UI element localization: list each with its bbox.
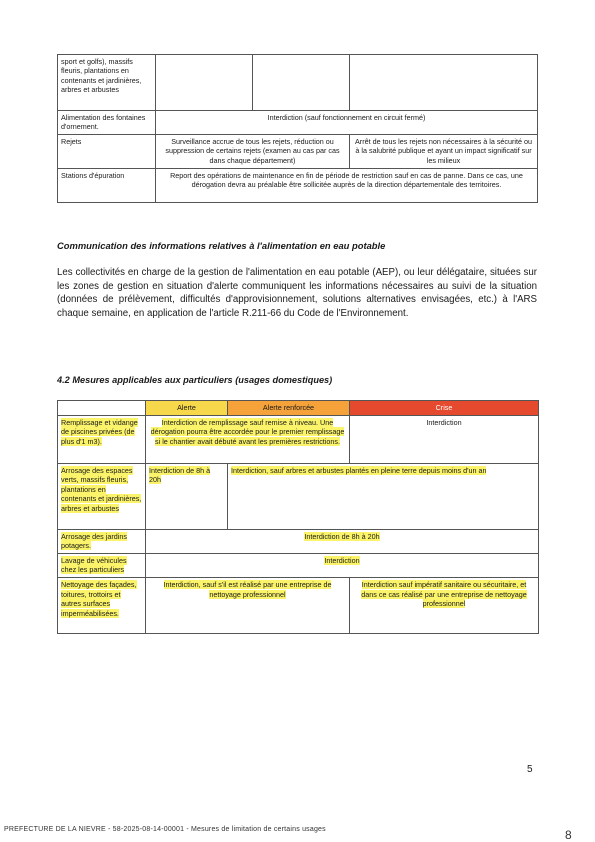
header-crise: Crise: [350, 401, 539, 416]
table-cell: Interdiction: [146, 553, 539, 577]
corner-number: 8: [565, 828, 572, 842]
header-alerte: Alerte: [146, 401, 228, 416]
table-cell: [156, 55, 253, 111]
table-cell: [350, 55, 538, 111]
table-row: [58, 415, 539, 463]
domestic-measures-table: [57, 400, 539, 634]
row-label: Remplissage et vidange de piscines privées (de plus d'1 m3).: [58, 415, 146, 463]
table-row: [58, 553, 539, 577]
row-label: Arrosage des espaces verts, massifs fleuris, plantations en contenants et jardinières, arbres et arbustes: [58, 463, 146, 529]
table-cell: Interdiction de remplissage sauf remise à niveau. Une dérogation pourra être accordée pour le premier remplissage si le chantier avait débuté avant les premières restrictions.: [146, 415, 350, 463]
paragraph: Les collectivités en charge de la gestion de l'alimentation en eau potable (AEP), ou leur délégataire, situées sur les zones de gestion en situation d'alerte communiquent les informations nécessaires au suivi de la situation (données de prélèvement, difficultés d'approvisionnement, solutions alternatives envisagées, etc.) à l'ARS chaque semaine, en application de l'article R.211-66 du Code de l'Environnement.: [57, 267, 537, 319]
section-heading: Communication des informations relatives à l'alimentation en eau potable: [57, 240, 386, 251]
table-cell: Surveillance accrue de tous les rejets, réduction ou suppression de certains rejets (examen au cas par cas dans chaque département): [156, 134, 350, 168]
table-cell: Interdiction, sauf s'il est réalisé par une entreprise de nettoyage professionnel: [146, 577, 350, 633]
table-cell: Arrêt de tous les rejets non nécessaires à la sécurité ou à la salubrité publique et ayant un impact significatif sur les milieux: [350, 134, 538, 168]
table-row: [58, 168, 538, 202]
restrictions-table-continued: [57, 54, 538, 203]
row-label: Lavage de véhicules chez les particuliers: [58, 553, 146, 577]
table-header-row: [58, 401, 539, 416]
row-label: sport et golfs), massifs fleuris, plantations en contenants et jardinières, arbres et arbustes: [58, 55, 156, 111]
header-alerte-renforcee: Alerte renforcée: [228, 401, 350, 416]
section-heading: 4.2 Mesures applicables aux particuliers (usages domestiques): [57, 375, 333, 385]
table-row: [58, 134, 538, 168]
table-cell: Interdiction de 8h à 20h: [146, 529, 539, 553]
table-cell: Interdiction, sauf arbres et arbustes plantés en pleine terre depuis moins d'un an: [228, 463, 539, 529]
header-cell-empty: [58, 401, 146, 416]
table-cell: [253, 55, 350, 111]
table-cell: Report des opérations de maintenance en fin de période de restriction sauf en cas de panne. Dans ce cas, une dérogation devra au préalable être sollicitée auprès de la direction départementale des territoires.: [156, 168, 538, 202]
table-cell: Interdiction de 8h à 20h: [146, 463, 228, 529]
table-row: [58, 111, 538, 135]
table-cell: Interdiction (sauf fonctionnement en circuit fermé): [156, 111, 538, 135]
table-cell: Interdiction: [350, 415, 539, 463]
page-number: 5: [527, 764, 533, 775]
table-row: [58, 577, 539, 633]
row-label: Rejets: [58, 134, 156, 168]
table-row: [58, 55, 538, 111]
row-label: Stations d'épuration: [58, 168, 156, 202]
table-row: [58, 529, 539, 553]
footer: PREFECTURE DE LA NIEVRE - 58-2025-08-14-00001 - Mesures de limitation de certains usages: [4, 826, 326, 833]
table-cell: Interdiction sauf impératif sanitaire ou sécuritaire, et dans ce cas réalisé par une entreprise de nettoyage professionnel: [350, 577, 539, 633]
row-label: Nettoyage des façades, toitures, trottoirs et autres surfaces imperméabilisées.: [58, 577, 146, 633]
table-row: [58, 463, 539, 529]
row-label: Arrosage des jardins potagers.: [58, 529, 146, 553]
row-label: Alimentation des fontaines d'ornement.: [58, 111, 156, 135]
